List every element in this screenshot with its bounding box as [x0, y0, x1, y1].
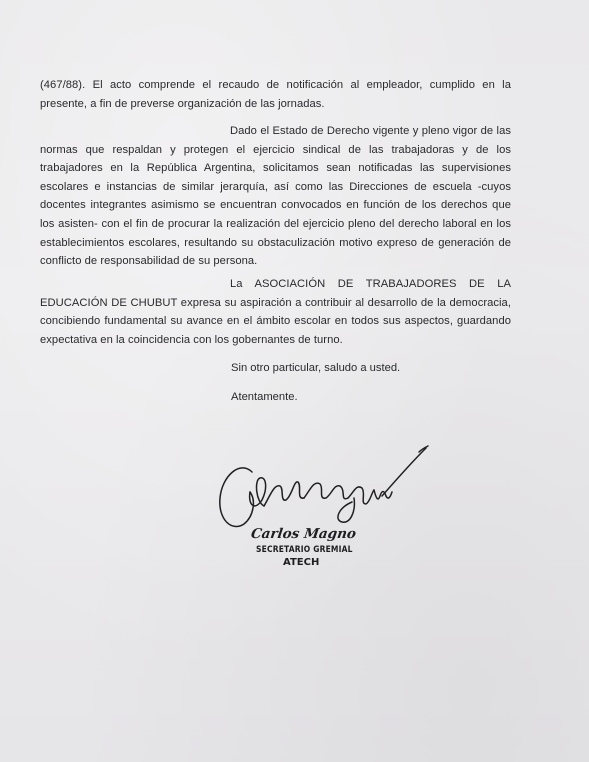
paragraph-notification: (467/88). El acto comprende el recaudo de notificación al empleador, cumplido en la presente, a fin de preverse organización de las jornadas. [40, 79, 511, 110]
closing-sign-off: Atentamente. [231, 391, 298, 403]
stamp-signatory-name: Carlos Magno [249, 526, 358, 542]
closing-greeting: Sin otro particular, saludo a usted. [231, 362, 401, 374]
paragraph-association: La ASOCIACIÓN DE TRABAJADORES DE LA EDUCACIÓN DE CHUBUT expresa su aspiración a contribuir al desarrollo de la democracia, concibiendo fundamental su avance en el ámbito escolar en todos sus aspectos, guardando expectativa en la coincidencia con los gobernantes de turno. [40, 278, 511, 346]
handwritten-signature [214, 440, 434, 540]
stamp-organization: ATECH [283, 557, 320, 568]
stamp-signatory-title: SECRETARIO GREMIAL [256, 545, 353, 555]
paragraph-rights: Dado el Estado de Derecho vigente y pleno vigor de las normas que respaldan y protegen el ejercicio sindical de las trabajadoras y de los trabajadores en la República Argentina, solicitamos sean notificadas las supervisiones escolares e instancias de similar jerarquía, así como las Direcciones de escuela -cuyos docentes integrantes asimismo se encuentran convocados en función de los derechos que los asisten- con el fin de procurar la realización del ejercicio pleno del derecho laboral en los establecimientos escolares, resultando su obstaculización motivo expreso de generación de conflicto de responsabilidad de su persona. [40, 125, 511, 268]
